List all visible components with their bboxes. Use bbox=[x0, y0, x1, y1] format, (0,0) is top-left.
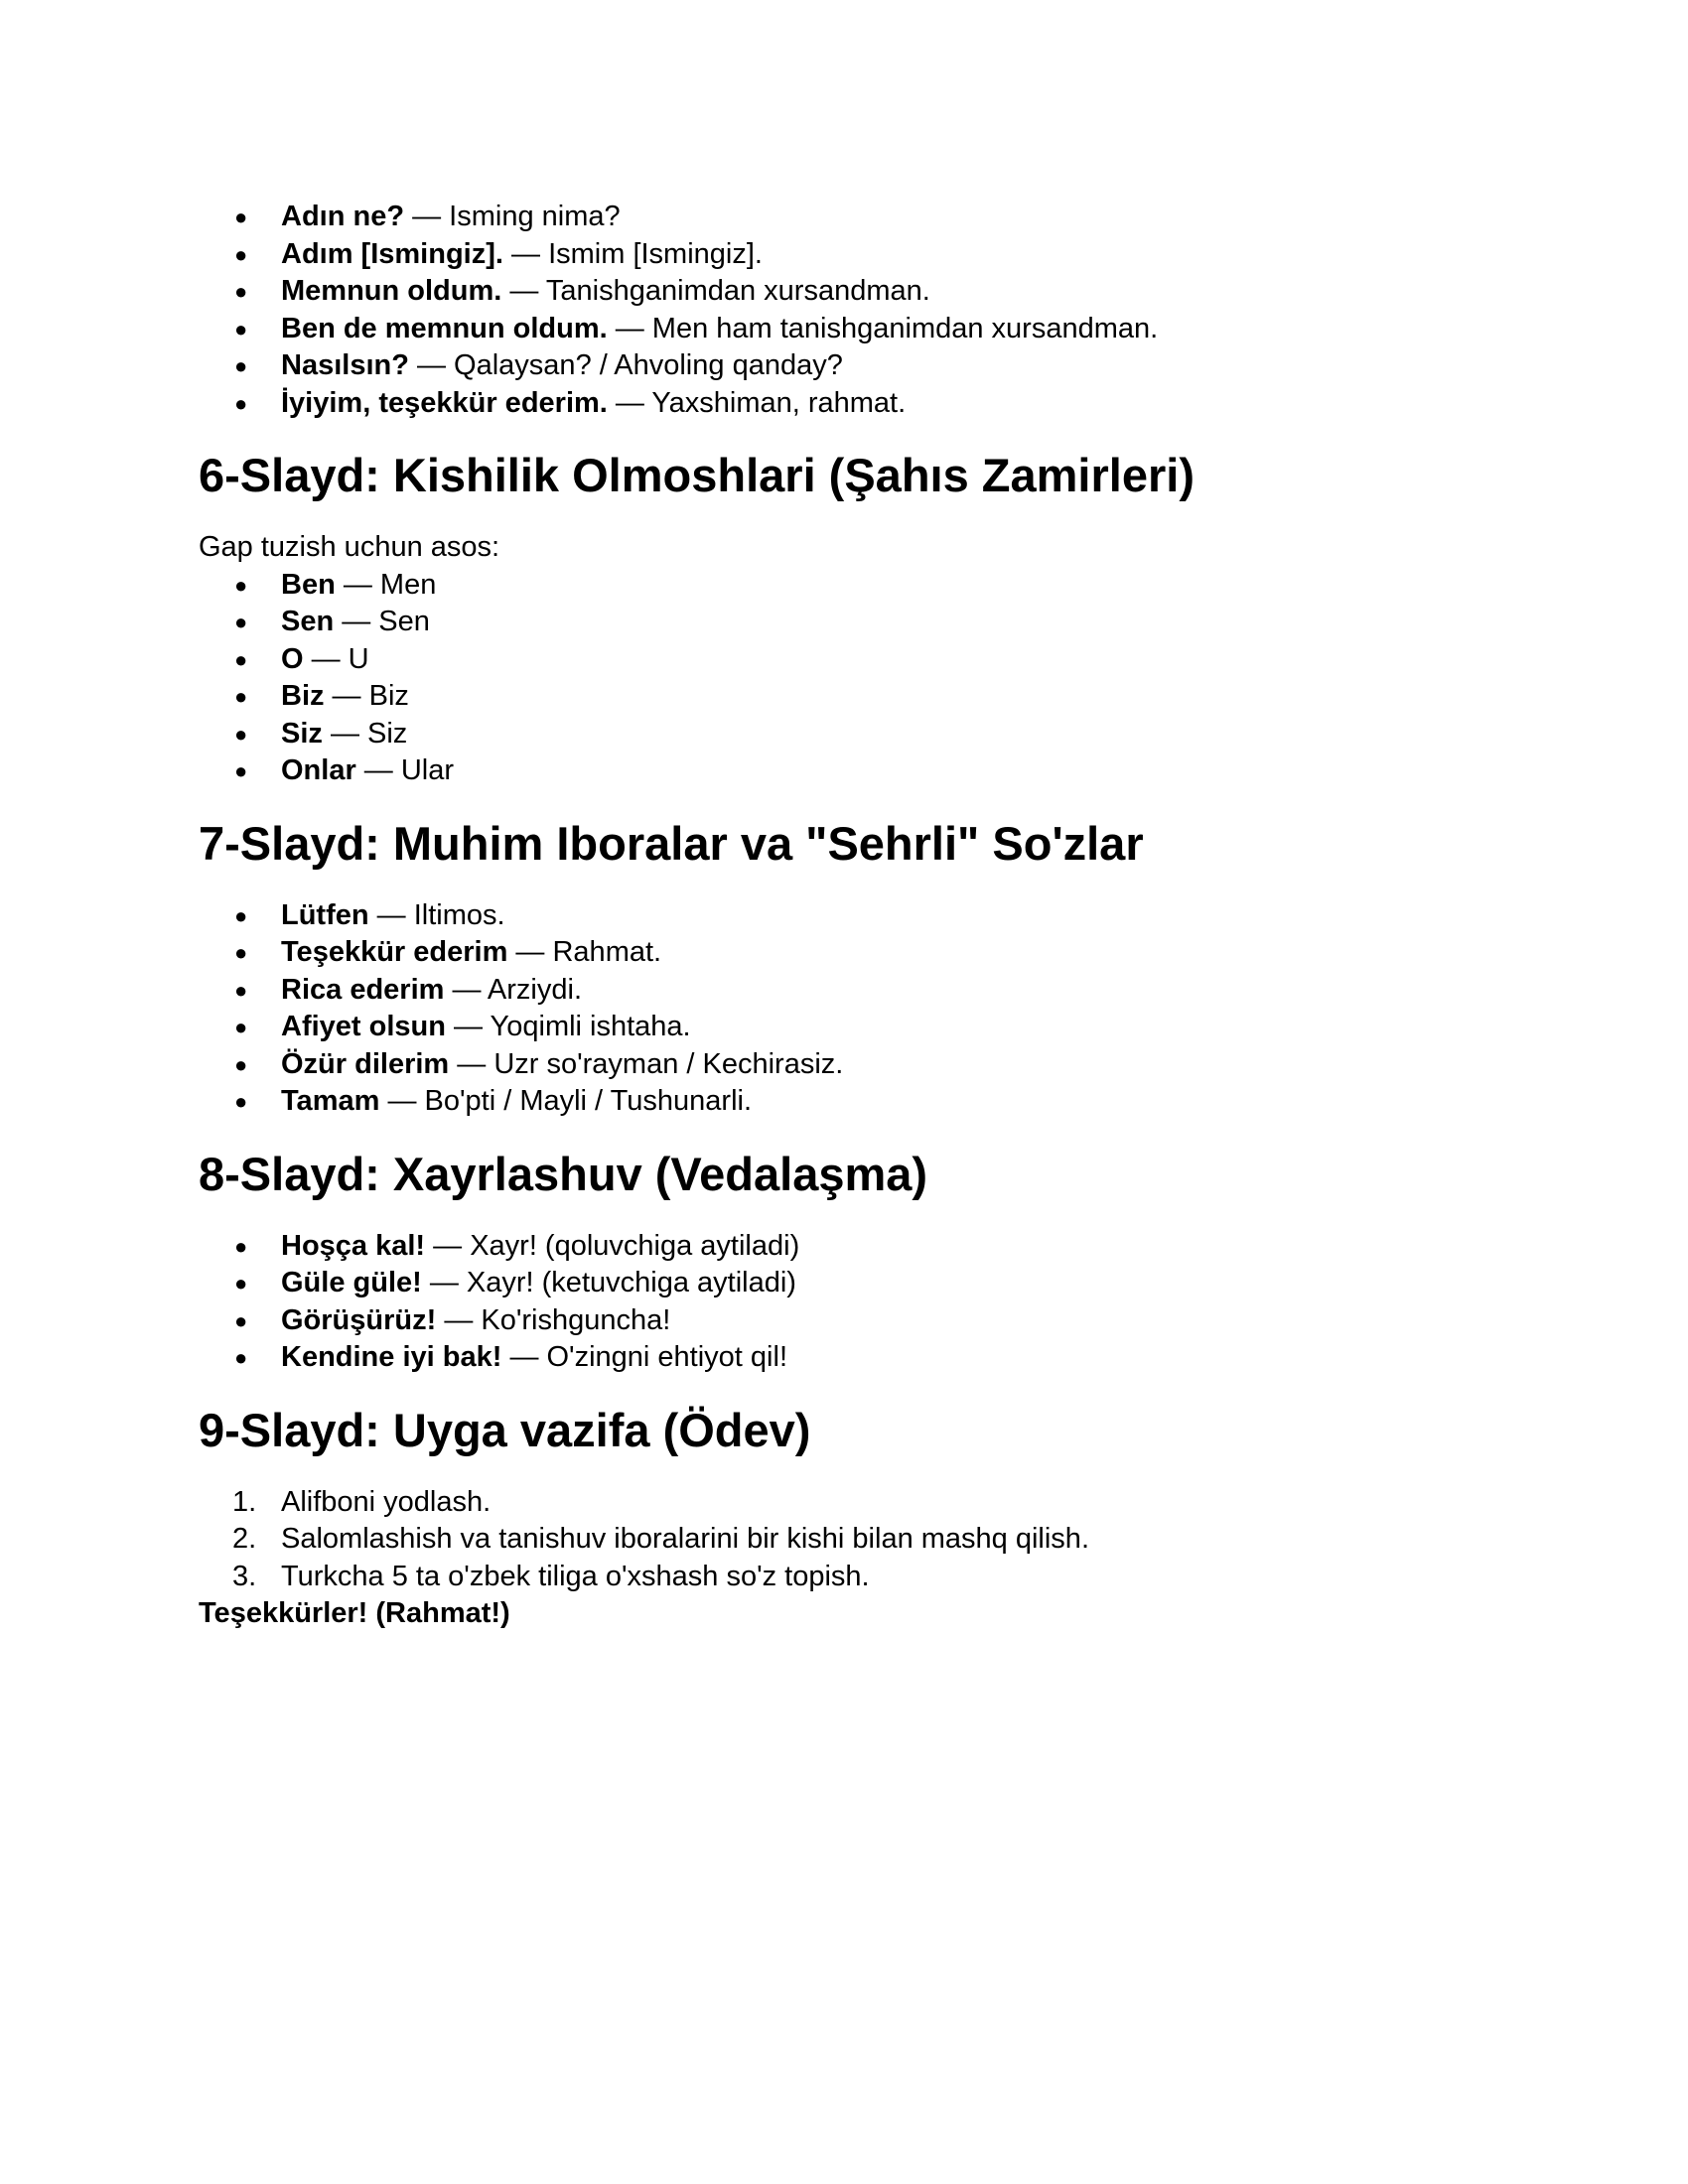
bullet-icon: ● bbox=[234, 1271, 248, 1296]
list-item bbox=[199, 567, 1489, 605]
list-item bbox=[199, 1265, 1489, 1302]
bullet-icon: ● bbox=[234, 721, 248, 747]
bullet-icon: ● bbox=[234, 1015, 248, 1039]
turkish-term: Görüşürüz! bbox=[281, 1303, 437, 1336]
translation: — Yoqimli ishtaha. bbox=[445, 1011, 691, 1042]
turkish-term: İyiyim, teşekkür ederim. bbox=[281, 386, 608, 419]
bullet-icon: ● bbox=[234, 390, 248, 416]
bullet-icon: ● bbox=[234, 1345, 248, 1370]
farewell-list bbox=[199, 1228, 1489, 1377]
list-item bbox=[199, 678, 1489, 716]
translation: — Isming nima? bbox=[404, 201, 621, 232]
turkish-term: Özür dilerim bbox=[281, 1047, 450, 1080]
translation: — Men bbox=[335, 568, 437, 601]
bullet-icon: ● bbox=[234, 902, 248, 928]
translation: — Qalaysan? / Ahvoling qanday? bbox=[408, 349, 843, 381]
turkish-term: Adım [Ismingiz]. bbox=[281, 237, 503, 270]
turkish-term: Teşekkür ederim bbox=[281, 936, 508, 968]
translation: — Uzr so'rayman / Kechirasiz. bbox=[449, 1047, 844, 1080]
translation: — Siz bbox=[322, 717, 408, 750]
list-item bbox=[199, 1559, 1489, 1596]
translation: — Yaxshiman, rahmat. bbox=[607, 386, 907, 419]
turkish-term: Ben de memnun oldum. bbox=[281, 312, 608, 344]
translation: — Ko'rishguncha! bbox=[436, 1303, 671, 1336]
list-item bbox=[199, 347, 1489, 385]
closing-text: Teşekkürler! (Rahmat!) bbox=[199, 1597, 510, 1629]
list-item bbox=[199, 385, 1489, 423]
bullet-icon: ● bbox=[234, 572, 248, 598]
list-item bbox=[199, 1521, 1489, 1559]
bullet-icon: ● bbox=[234, 758, 248, 783]
homework-text: Salomlashish va tanishuv iboralarini bir kishi bilan mashq qilish. bbox=[281, 1523, 1089, 1555]
bullet-icon: ● bbox=[234, 353, 248, 378]
turkish-term: Siz bbox=[281, 717, 323, 750]
turkish-term: Sen bbox=[281, 606, 335, 637]
translation: — Iltimos. bbox=[368, 898, 505, 931]
list-item bbox=[199, 273, 1489, 311]
turkish-term: Hoşça kal! bbox=[281, 1229, 426, 1262]
list-item bbox=[199, 1302, 1489, 1340]
list-item bbox=[199, 1046, 1489, 1084]
list-item bbox=[199, 641, 1489, 679]
phrases-list bbox=[199, 897, 1489, 1121]
greeting-phrases-list bbox=[199, 199, 1489, 422]
list-item bbox=[199, 1083, 1489, 1121]
turkish-term: Lütfen bbox=[281, 898, 369, 931]
list-item bbox=[199, 897, 1489, 935]
bullet-icon: ● bbox=[234, 1089, 248, 1114]
bullet-icon: ● bbox=[234, 1051, 248, 1077]
turkish-term: Rica ederim bbox=[281, 973, 445, 1006]
turkish-term: Nasılsın? bbox=[281, 349, 409, 381]
homework-text: Alifboni yodlash. bbox=[281, 1485, 492, 1518]
section-heading-8: 8-Slayd: Xayrlashuv (Vedalaşma) bbox=[199, 1147, 928, 1200]
bullet-icon: ● bbox=[234, 1233, 248, 1259]
translation: — U bbox=[303, 642, 369, 675]
translation: — Xayr! (qoluvchiga aytiladi) bbox=[425, 1229, 800, 1262]
turkish-term: Adın ne? bbox=[281, 201, 405, 232]
translation: — Biz bbox=[324, 680, 409, 712]
list-item bbox=[199, 1339, 1489, 1377]
turkish-term: Ben bbox=[281, 568, 336, 601]
turkish-term: Afiyet olsun bbox=[281, 1011, 446, 1042]
translation: — Xayr! (ketuvchiga aytiladi) bbox=[421, 1267, 796, 1298]
translation: — Rahmat. bbox=[507, 936, 662, 968]
turkish-term: Tamam bbox=[281, 1085, 380, 1117]
homework-list bbox=[199, 1484, 1489, 1596]
homework-text: Turkcha 5 ta o'zbek tiliga o'xshash so'z topish. bbox=[281, 1560, 870, 1592]
bullet-icon: ● bbox=[234, 205, 248, 229]
translation: — Ular bbox=[355, 754, 455, 786]
item-number: 2. bbox=[232, 1523, 257, 1555]
section-heading-7: 7-Slayd: Muhim Iboralar va "Sehrli" So'zlar bbox=[199, 816, 1144, 870]
turkish-term: Biz bbox=[281, 680, 325, 712]
bullet-icon: ● bbox=[234, 610, 248, 634]
translation: — Bo'pti / Mayli / Tushunarli. bbox=[379, 1085, 753, 1117]
document-page bbox=[199, 199, 1489, 1633]
list-item bbox=[199, 1228, 1489, 1266]
turkish-term: Memnun oldum. bbox=[281, 275, 502, 307]
list-item bbox=[199, 716, 1489, 753]
pronouns-list bbox=[199, 567, 1489, 790]
list-item bbox=[199, 752, 1489, 790]
turkish-term: O bbox=[281, 642, 304, 675]
list-item bbox=[199, 1009, 1489, 1046]
bullet-icon: ● bbox=[234, 940, 248, 965]
bullet-icon: ● bbox=[234, 684, 248, 709]
translation: — Arziydi. bbox=[444, 973, 583, 1006]
list-item bbox=[199, 604, 1489, 641]
list-item bbox=[199, 236, 1489, 274]
bullet-icon: ● bbox=[234, 279, 248, 304]
list-item bbox=[199, 199, 1489, 236]
translation: — Ismim [Ismingiz]. bbox=[502, 237, 763, 270]
bullet-icon: ● bbox=[234, 1307, 248, 1333]
turkish-term: Güle güle! bbox=[281, 1267, 422, 1298]
section-intro-text: Gap tuzish uchun asos: bbox=[199, 531, 500, 563]
item-number: 3. bbox=[232, 1560, 257, 1592]
item-number: 1. bbox=[232, 1485, 257, 1518]
section-heading-6: 6-Slayd: Kishilik Olmoshlari (Şahıs Zamirleri) bbox=[199, 449, 1195, 501]
bullet-icon: ● bbox=[234, 646, 248, 672]
bullet-icon: ● bbox=[234, 316, 248, 341]
list-item bbox=[199, 311, 1489, 348]
translation: — O'zingni ehtiyot qil! bbox=[501, 1341, 787, 1373]
translation: — Men ham tanishganimdan xursandman. bbox=[607, 312, 1159, 344]
bullet-icon: ● bbox=[234, 241, 248, 267]
turkish-term: Kendine iyi bak! bbox=[281, 1341, 502, 1373]
turkish-term: Onlar bbox=[281, 754, 356, 786]
translation: — Tanishganimdan xursandman. bbox=[501, 275, 930, 307]
list-item bbox=[199, 1484, 1489, 1522]
list-item bbox=[199, 972, 1489, 1010]
translation: — Sen bbox=[334, 606, 430, 637]
list-item bbox=[199, 934, 1489, 972]
section-heading-9: 9-Slayd: Uyga vazifa (Ödev) bbox=[199, 1403, 811, 1456]
bullet-icon: ● bbox=[234, 977, 248, 1003]
